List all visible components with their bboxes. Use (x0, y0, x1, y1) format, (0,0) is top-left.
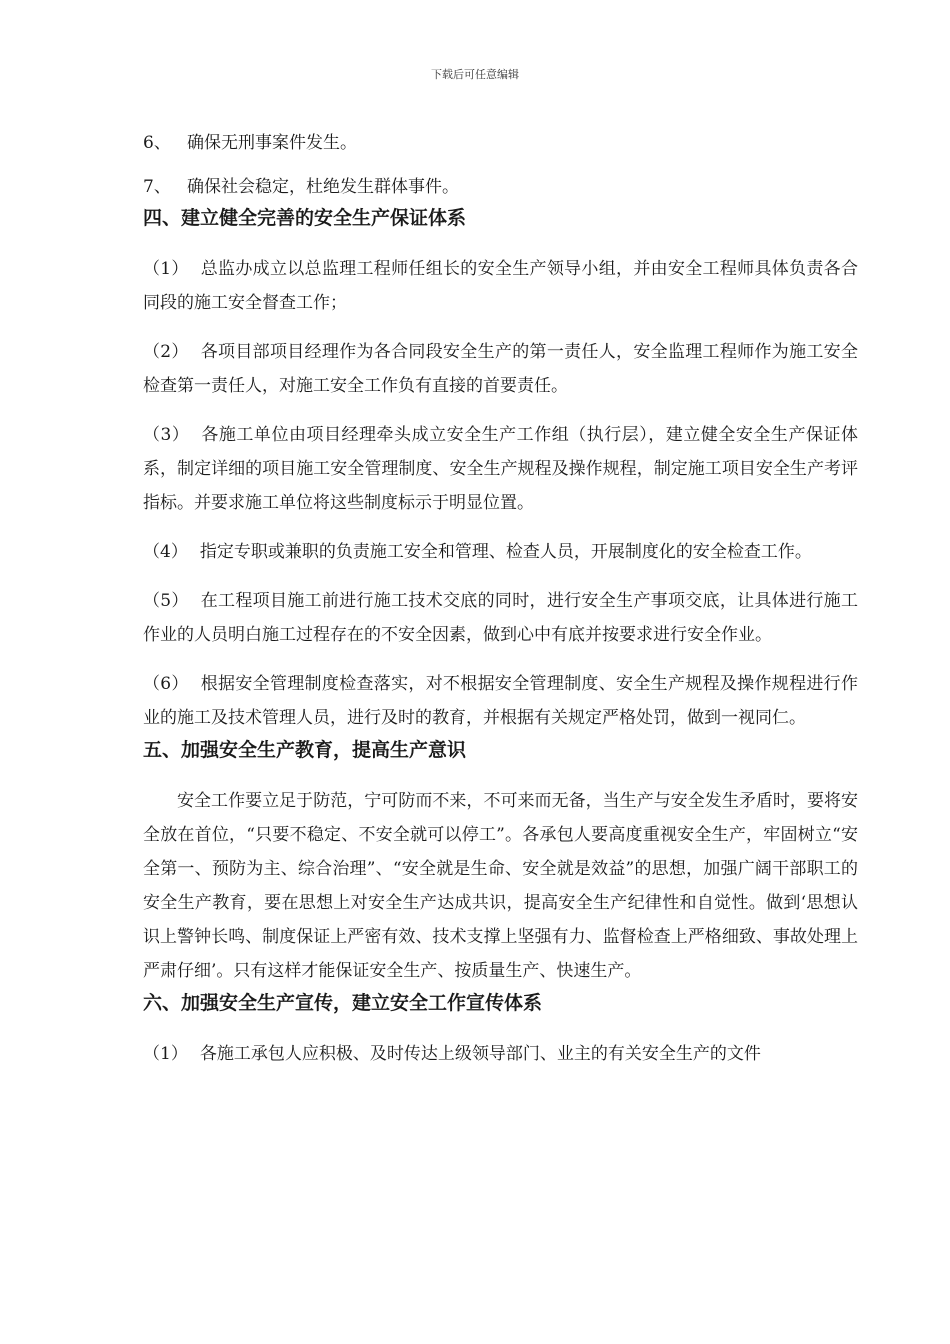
paragraph-text: 各施工单位由项目经理牵头成立安全生产工作组（执行层），建立健全安全生产保证体系，制定详细的项目施工安全管理制度、安全生产规程及操作规程，制定施工项目安全生产考评指标。并要求施工单位将这些制度标示于明显位置。 (143, 425, 858, 513)
list-item (143, 174, 858, 200)
paragraph-number: （1） (143, 1044, 188, 1064)
numbered-paragraph (143, 535, 858, 569)
paragraph-text: 总监办成立以总监理工程师任组长的安全生产领导小组，并由安全工程师具体负责各合同段的施工安全督查工作； (143, 259, 858, 313)
paragraph-number: （4） (143, 542, 188, 562)
page-header: 下载后可任意编辑 (431, 68, 519, 81)
list-item-text: 确保社会稳定，杜绝发生群体事件。 (187, 177, 459, 197)
list-item (143, 130, 858, 156)
paragraph-number: （6） (143, 674, 189, 694)
list-item-text: 确保无刑事案件发生。 (187, 133, 357, 153)
paragraph-text: 在工程项目施工前进行施工技术交底的同时，进行安全生产事项交底，让具体进行施工作业的人员明白施工过程存在的不安全因素，做到心中有底并按要求进行安全作业。 (143, 591, 858, 645)
paragraph-text: 各施工承包人应积极、及时传达上级领导部门、业主的有关安全生产的文件 (199, 1044, 761, 1064)
numbered-paragraph (143, 252, 858, 320)
paragraph-number: （3） (143, 425, 190, 445)
list-item-number: 7、 (143, 177, 171, 197)
paragraph-text: 根据安全管理制度检查落实，对不根据安全管理制度、安全生产规程及操作规程进行作业的施工及技术管理人员，进行及时的教育，并根据有关规定严格处罚，做到一视同仁。 (143, 674, 858, 728)
paragraph-text: 指定专职或兼职的负责施工安全和管理、检查人员，开展制度化的安全检查工作。 (199, 542, 812, 562)
body-paragraph: 安全工作要立足于防范，宁可防而不来，不可来而无备，当生产与安全发生矛盾时，要将安全放在首位，“只要不稳定、不安全就可以停工”。各承包人要高度重视安全生产，牢固树立“安全第一、预防为主、综合治理”、“安全就是生命、安全就是效益”的思想，加强广阔干部职工的安全生产教育，要在思想上对安全生产达成共识，提高安全生产纪律性和自觉性。做到‘思想认识上警钟长鸣、制度保证上严密有效、技术支撑上坚强有力、监督检查上严格细致、事故处理上严肃仔细’。只有这样才能保证安全生产、按质量生产、快速生产。 (143, 791, 858, 981)
list-item-number: 6、 (143, 133, 171, 153)
paragraph-number: （5） (143, 591, 189, 611)
numbered-paragraph (143, 584, 858, 652)
numbered-paragraph (143, 667, 858, 735)
section-heading-5: 五、加强安全生产教育，提高生产意识 (143, 739, 467, 761)
document-body (143, 130, 858, 1086)
numbered-paragraph (143, 335, 858, 403)
paragraph-number: （2） (143, 342, 189, 362)
section-heading-6: 六、加强安全生产宣传，建立安全工作宣传体系 (143, 992, 543, 1014)
paragraph-text: 各项目部项目经理作为各合同段安全生产的第一责任人，安全监理工程师作为施工安全检查第一责任人，对施工安全工作负有直接的首要责任。 (143, 342, 858, 396)
paragraph-number: （1） (143, 259, 189, 279)
section-heading-4: 四、建立健全完善的安全生产保证体系 (143, 207, 467, 229)
numbered-paragraph (143, 1037, 858, 1071)
numbered-paragraph (143, 418, 858, 520)
